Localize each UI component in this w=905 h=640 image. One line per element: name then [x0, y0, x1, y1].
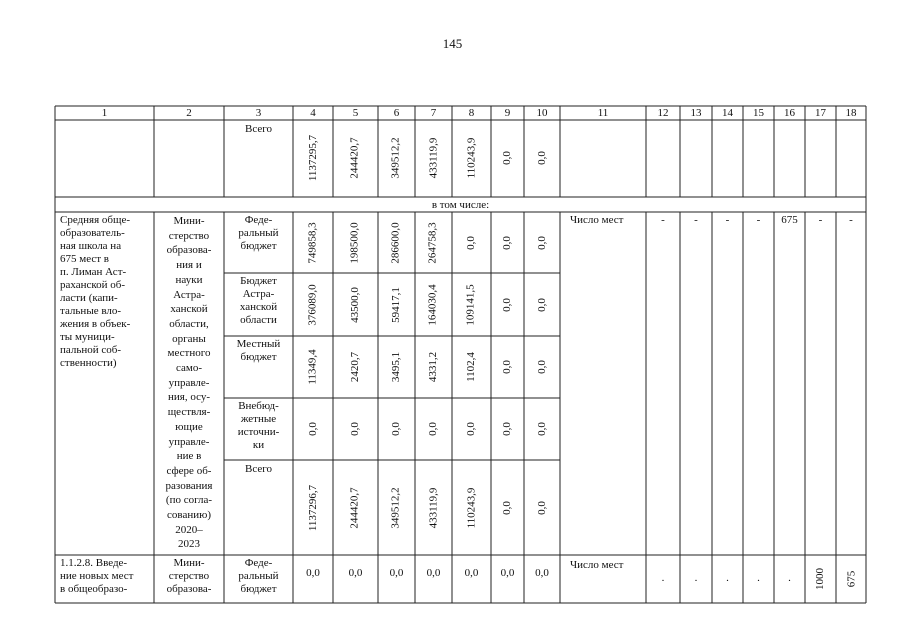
value-cell: 0,0: [535, 567, 549, 579]
col-header: 1: [101, 107, 108, 119]
indicator-value: 675: [781, 214, 798, 226]
value-cell: 4331,2: [427, 351, 439, 383]
source-label-total: Всего: [245, 463, 272, 475]
indicator-value: -: [661, 214, 665, 226]
col-header: 10: [536, 107, 548, 119]
col-header: 7: [430, 107, 437, 119]
col-header: 3: [255, 107, 262, 119]
col-header: 16: [784, 107, 795, 119]
col-header: 12: [657, 107, 669, 119]
col-header: 15: [753, 107, 764, 119]
value-cell: 433119,9: [427, 487, 439, 529]
next-object-name: 1.1.2.8. Введе- ние новых мест в общеобразо-: [60, 557, 134, 595]
col-header: 5: [352, 107, 359, 119]
col-header: 17: [815, 107, 826, 119]
next-source-label: Феде- ральный бюджет: [238, 557, 279, 595]
col-header: 9: [504, 107, 511, 119]
value-cell: 0,0: [464, 567, 479, 579]
value-cell: 0,0: [501, 360, 513, 374]
indicator-label: Число мест: [570, 214, 624, 226]
value-cell: 349512,2: [390, 137, 402, 179]
value-cell: 0,0: [306, 567, 320, 579]
value-cell: 0,0: [536, 235, 548, 250]
value-cell: 43500,0: [349, 286, 361, 323]
value-cell: 110243,9: [465, 487, 477, 529]
value-cell: 376089,0: [307, 283, 319, 326]
value-cell: 0,0: [307, 422, 319, 436]
value-cell: 0,0: [501, 422, 513, 436]
indicator-value: -: [849, 214, 853, 226]
indicator-value: .: [726, 572, 729, 584]
value-cell: 0,0: [536, 360, 548, 374]
value-cell: 2420,7: [349, 351, 361, 383]
indicator-value: -: [725, 214, 730, 226]
indicator-value: 675: [845, 570, 857, 588]
value-cell: 0,0: [500, 567, 515, 579]
indicator-value: 1000: [814, 568, 826, 590]
value-cell: 0,0: [389, 567, 404, 579]
value-cell: 59417,1: [390, 286, 402, 323]
value-cell: 0,0: [536, 501, 548, 515]
col-header: 13: [690, 107, 702, 119]
value-cell: 3495,1: [390, 351, 402, 383]
value-cell: 349512,2: [390, 487, 402, 529]
value-cell: 0,0: [349, 422, 361, 436]
indicator-value: -: [756, 214, 761, 226]
value-cell: 244420,7: [349, 137, 361, 179]
value-cell: 11349,4: [307, 349, 319, 385]
source-label-regional: Бюджет Астра- ханской области: [239, 275, 278, 326]
col-header: 2: [186, 107, 192, 119]
source-label-local: Местный бюджет: [236, 338, 281, 363]
object-name: Средняя обще- образователь- ная школа на 675 мест в п. Лиман Аст- раханской об- ласти (капи- тальные вло- жения в объек- ты муници- пальной соб- ственности): [60, 214, 131, 369]
page-number: 145: [442, 36, 463, 51]
total-label: Всего: [245, 123, 272, 135]
value-cell: 433119,9: [427, 137, 439, 179]
col-header: 6: [393, 107, 400, 119]
value-cell: 0,0: [501, 235, 513, 250]
object-executor: Мини- стерство образова- ния и науки Астра- ханской области, органы местного само- управле- ния, осу- ществля- ющие управле- ние в сфере об- разования (по согла- сованию) 2020– 2023: [165, 215, 213, 551]
value-cell: 109141,5: [465, 283, 477, 326]
value-cell: 1137295,7: [307, 134, 319, 182]
value-cell: 0,0: [390, 422, 402, 436]
source-label-federal: Феде- ральный бюджет: [238, 214, 279, 252]
value-cell: 0,0: [536, 151, 548, 165]
value-cell: 0,0: [426, 567, 441, 579]
indicator-value: -: [818, 214, 823, 226]
col-header: 18: [845, 107, 857, 119]
value-cell: 164030,4: [427, 283, 439, 326]
value-cell: 0,0: [465, 422, 477, 436]
value-cell: 0,0: [536, 297, 548, 312]
value-cell: 0,0: [536, 422, 548, 436]
col-header: 4: [310, 107, 316, 119]
value-cell: 0,0: [427, 422, 439, 436]
subheader: в том числе:: [431, 199, 490, 211]
value-cell: 1137296,7: [307, 484, 319, 532]
value-cell: 749858,3: [307, 221, 319, 264]
value-cell: 198500,0: [349, 221, 361, 264]
value-cell: 0,0: [465, 235, 477, 250]
source-label-offbudget: Внебюд- жетные источни- ки: [237, 400, 280, 451]
indicator-value: .: [694, 572, 698, 584]
value-cell: 264758,3: [427, 221, 439, 264]
value-cell: 110243,9: [465, 137, 477, 179]
value-cell: 286600,0: [390, 221, 402, 264]
indicator-value: .: [661, 572, 665, 584]
value-cell: 244420,7: [349, 487, 361, 529]
value-cell: 0,0: [348, 567, 363, 579]
next-object-executor: Мини- стерство образова-: [166, 557, 212, 595]
indicator-value: .: [757, 572, 760, 584]
value-cell: 0,0: [501, 151, 513, 165]
next-indicator-label: Число мест: [570, 559, 624, 571]
col-header: 14: [722, 107, 733, 119]
indicator-value: -: [694, 214, 698, 226]
value-cell: 0,0: [501, 501, 513, 515]
col-header: 11: [597, 107, 609, 119]
value-cell: 1102,4: [465, 352, 477, 382]
value-cell: 0,0: [501, 297, 513, 312]
indicator-value: .: [788, 572, 791, 584]
col-header: 8: [468, 107, 475, 119]
